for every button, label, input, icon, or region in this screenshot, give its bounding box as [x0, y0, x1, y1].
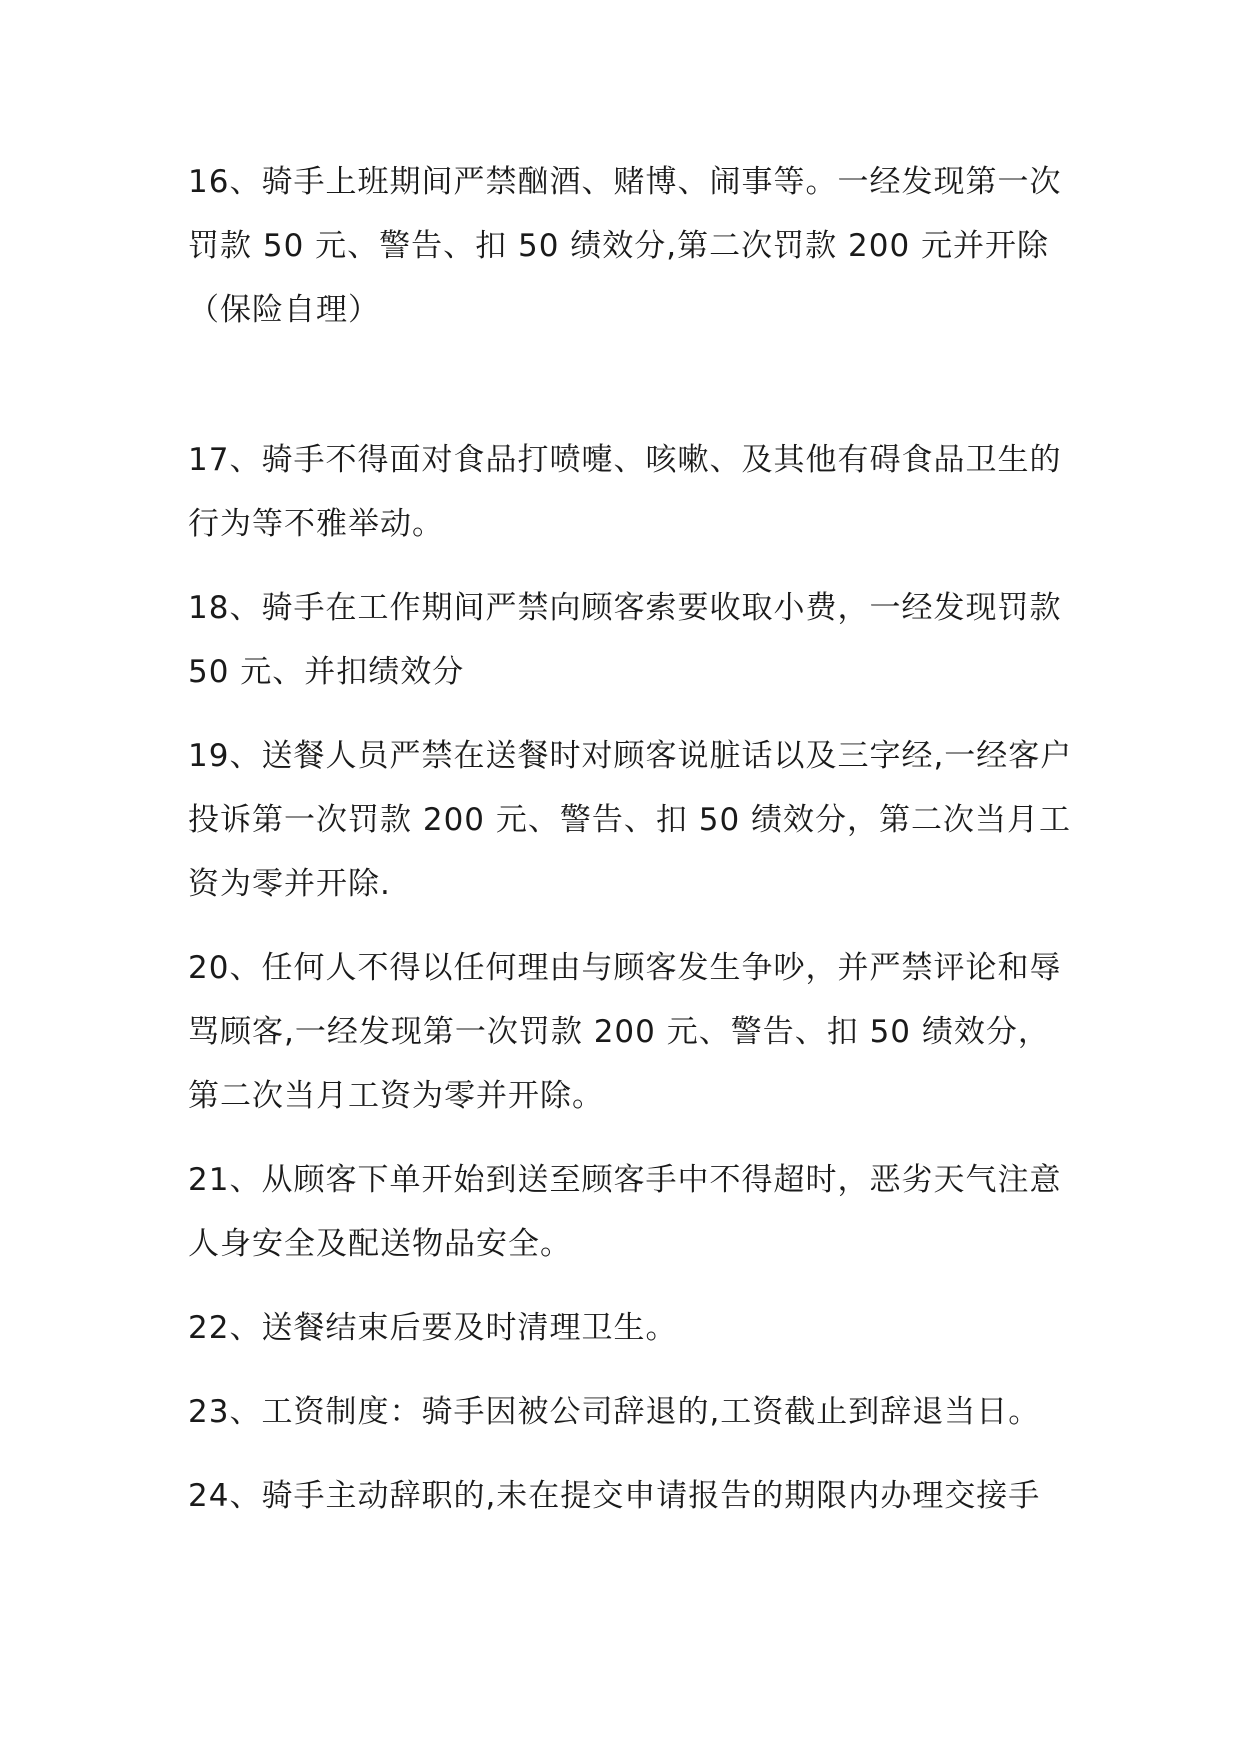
rule-16: 16、骑手上班期间严禁酗酒、赌博、闹事等。一经发现第一次罚款 50 元、警告、扣 50 绩效分,第二次罚款 200 元并开除（保险自理）: [188, 164, 1062, 328]
document-body: [188, 150, 1078, 1548]
rule-19: 19、送餐人员严禁在送餐时对顾客说脏话以及三字经,一经客户投诉第一次罚款 200 元、警告、扣 50 绩效分，第二次当月工资为零并开除.: [188, 738, 1073, 902]
rule-18: 18、骑手在工作期间严禁向顾客索要收取小费，一经发现罚款 50 元、并扣绩效分: [188, 590, 1062, 690]
rule-24: 24、骑手主动辞职的,未在提交申请报告的期限内办理交接手: [188, 1478, 1041, 1514]
rule-20: 20、任何人不得以任何理由与顾客发生争吵，并严禁评论和辱骂顾客,一经发现第一次罚款 200 元、警告、扣 50 绩效分，第二次当月工资为零并开除。: [188, 950, 1062, 1114]
rule-23: 23、工资制度：骑手因被公司辞退的,工资截止到辞退当日。: [188, 1394, 1041, 1430]
rule-22: 22、送餐结束后要及时清理卫生。: [188, 1310, 678, 1346]
rule-21: 21、从顾客下单开始到送至顾客手中不得超时，恶劣天气注意人身安全及配送物品安全。: [188, 1162, 1062, 1262]
rule-17: 17、骑手不得面对食品打喷嚏、咳嗽、及其他有碍食品卫生的行为等不雅举动。: [188, 442, 1062, 542]
